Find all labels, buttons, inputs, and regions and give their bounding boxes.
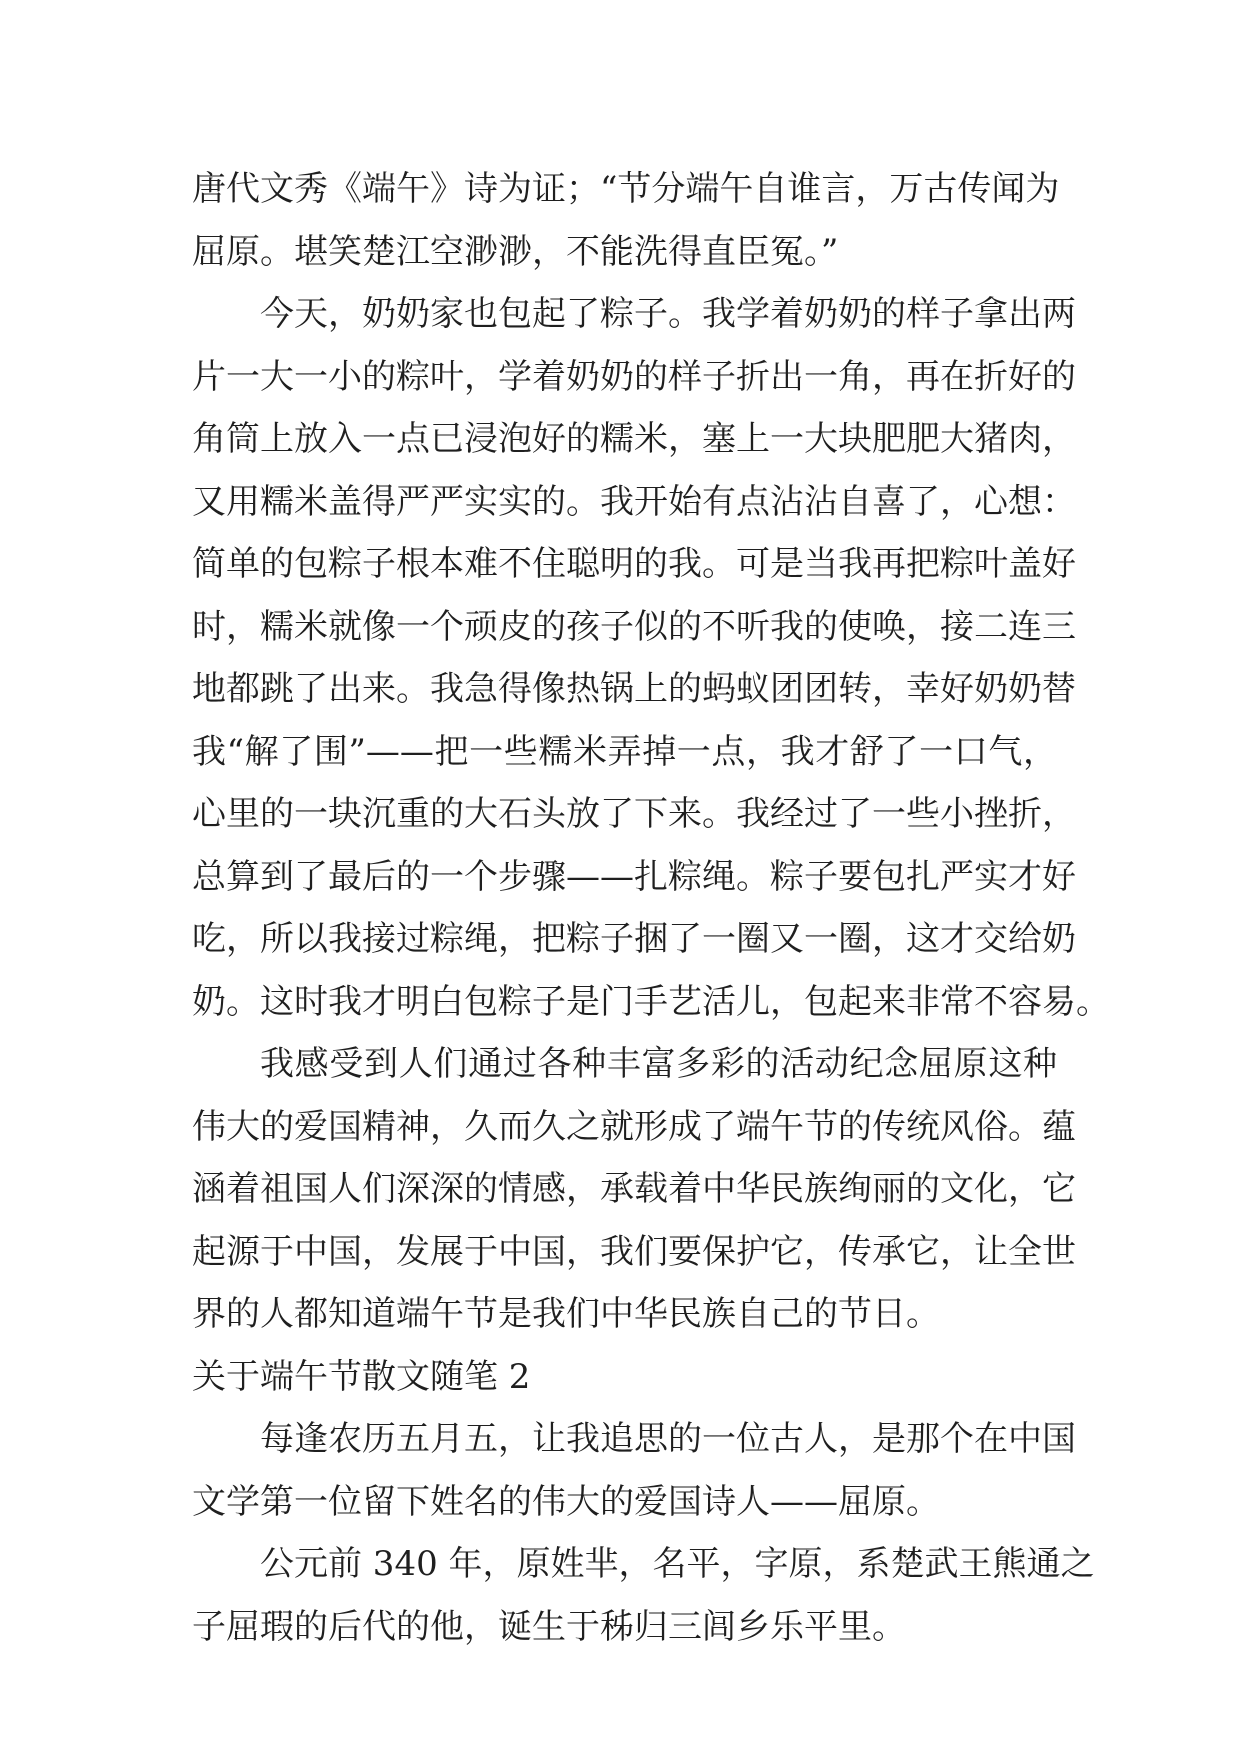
text-line: 屈原。堪笑楚江空渺渺，不能洗得直臣冤。” [192,231,839,272]
text-line: 时，糯米就像一个顽皮的孩子似的不听我的使唤，接二连三 [192,606,1076,647]
text-line: 简单的包粽子根本难不住聪明的我。可是当我再把粽叶盖好 [192,544,1076,584]
paragraph-start-line: 公元前 340 年，原姓芈，名平，字原，系楚武王熊通之 [260,1544,1095,1584]
text-line: 心里的一块沉重的大石头放了下来。我经过了一些小挫折， [192,794,1076,834]
text-line: 角筒上放入一点已浸泡好的糯米，塞上一大块肥肥大猪肉， [192,419,1076,459]
text-line: 奶。这时我才明白包粽子是门手艺活儿，包起来非常不容易。 [192,981,1110,1022]
essay-body [192,158,1110,1658]
text-line: 界的人都知道端午节是我们中华民族自己的节日。 [192,1294,940,1334]
paragraph-start-line: 今天，奶奶家也包起了粽子。我学着奶奶的样子拿出两 [260,294,1076,334]
section-heading: 关于端午节散文随笔 2 [192,1356,531,1397]
text-line: 地都跳了出来。我急得像热锅上的蚂蚁团团转，幸好奶奶替 [192,669,1076,709]
paragraph-start-line: 每逢农历五月五，让我追思的一位古人，是那个在中国 [260,1419,1076,1459]
text-line: 伟大的爱国精神，久而久之就形成了端午节的传统风俗。蕴 [192,1106,1076,1147]
text-line: 子屈瑕的后代的他，诞生于秭归三闾乡乐平里。 [192,1606,906,1647]
text-line: 涵着祖国人们深深的情感，承载着中华民族绚丽的文化，它 [192,1169,1076,1209]
text-line: 总算到了最后的一个步骤——扎粽绳。粽子要包扎严实才好 [192,856,1076,897]
paragraph-start-line: 我感受到人们通过各种丰富多彩的活动纪念屈原这种 [260,1044,1057,1084]
text-line: 吃，所以我接过粽绳，把粽子捆了一圈又一圈，这才交给奶 [192,919,1076,959]
text-line: 又用糯米盖得严严实实的。我开始有点沾沾自喜了，心想： [192,481,1076,522]
text-line: 文学第一位留下姓名的伟大的爱国诗人——屈原。 [192,1481,940,1522]
text-line: 片一大一小的粽叶，学着奶奶的样子折出一角，再在折好的 [192,356,1076,397]
text-line: 我“解了围”——把一些糯米弄掉一点，我才舒了一口气， [192,731,1057,772]
text-line: 起源于中国，发展于中国，我们要保护它，传承它，让全世 [192,1231,1076,1272]
text-line: 唐代文秀《端午》诗为证；“节分端午自谁言，万古传闻为 [192,169,1060,209]
